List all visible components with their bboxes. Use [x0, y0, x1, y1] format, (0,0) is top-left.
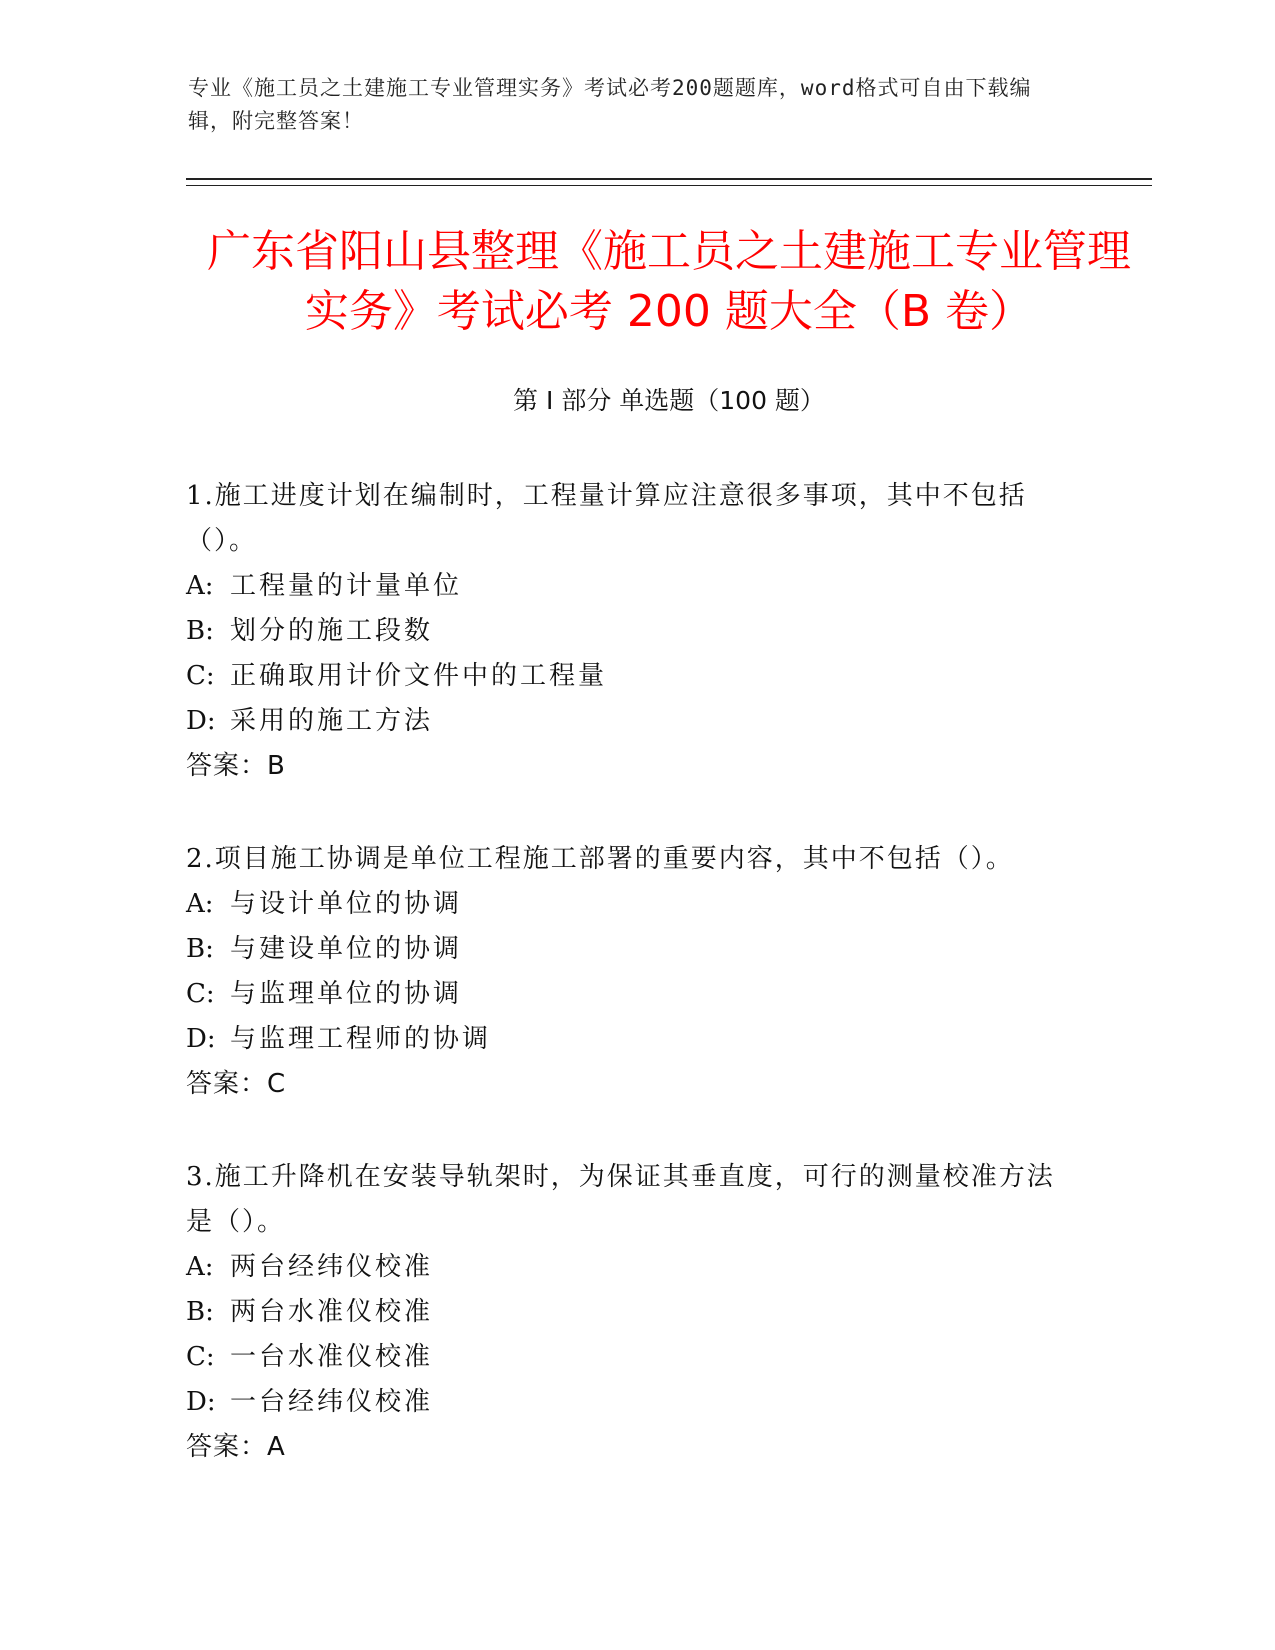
option-a: [186, 1245, 1066, 1290]
question-stem: 1.施工进度计划在编制时，工程量计算应注意很多事项，其中不包括（）。: [186, 481, 1027, 556]
option-b: [186, 927, 1066, 972]
option-text: 两台水准仪校准: [230, 1297, 434, 1327]
answer-line: 答案：A: [186, 1432, 286, 1462]
option-key: B:: [186, 616, 214, 646]
section-heading: 第 I 部分 单选题（100 题）: [513, 386, 825, 415]
question-stem: 3.施工升降机在安装导轨架时，为保证其垂直度，可行的测量校准方法是（）。: [186, 1162, 1055, 1237]
header-rule-thin: [186, 185, 1152, 186]
question-1: [186, 474, 1066, 789]
option-c: [186, 654, 1066, 699]
option-b: [186, 1290, 1066, 1335]
option-text: 两台经纬仪校准: [230, 1252, 434, 1282]
option-c: [186, 1335, 1066, 1380]
option-key: D:: [186, 1387, 216, 1417]
option-a: [186, 882, 1066, 927]
question-stem: 2.项目施工协调是单位工程施工部署的重要内容，其中不包括（）。: [186, 844, 1014, 874]
option-b: [186, 609, 1066, 654]
option-d: [186, 1380, 1066, 1425]
question-2: [186, 837, 1066, 1107]
option-text: 与设计单位的协调: [230, 889, 463, 919]
option-key: C:: [186, 1342, 215, 1372]
option-key: B:: [186, 1297, 214, 1327]
option-text: 划分的施工段数: [230, 616, 434, 646]
option-text: 与建设单位的协调: [230, 934, 463, 964]
option-a: [186, 564, 1066, 609]
option-text: 正确取用计价文件中的工程量: [230, 661, 608, 691]
option-text: 采用的施工方法: [230, 706, 434, 736]
option-key: C:: [186, 979, 215, 1009]
option-d: [186, 1017, 1066, 1062]
answer-line: 答案：C: [186, 1069, 287, 1099]
option-text: 工程量的计量单位: [230, 571, 463, 601]
option-text: 一台水准仪校准: [230, 1342, 434, 1372]
option-key: D:: [186, 706, 216, 736]
option-key: A:: [186, 889, 214, 919]
question-list: [186, 474, 1066, 1518]
option-text: 与监理单位的协调: [230, 979, 463, 1009]
option-text: 一台经纬仪校准: [230, 1387, 434, 1417]
answer-line: 答案：B: [186, 751, 286, 781]
option-key: D:: [186, 1024, 216, 1054]
option-key: B:: [186, 934, 214, 964]
option-key: A:: [186, 1252, 214, 1282]
question-3: [186, 1155, 1066, 1470]
option-c: [186, 972, 1066, 1017]
option-key: A:: [186, 571, 214, 601]
option-d: [186, 699, 1066, 744]
header-intro: 专业《施工员之土建施工专业管理实务》考试必考200题题库，word格式可自由下载编辑，附完整答案！: [188, 76, 1032, 133]
option-key: C:: [186, 661, 215, 691]
option-text: 与监理工程师的协调: [230, 1024, 492, 1054]
header-rule-thick: [186, 178, 1152, 180]
document-title: 广东省阳山县整理《施工员之土建施工专业管理实务》考试必考 200 题大全（B 卷）: [207, 226, 1131, 337]
